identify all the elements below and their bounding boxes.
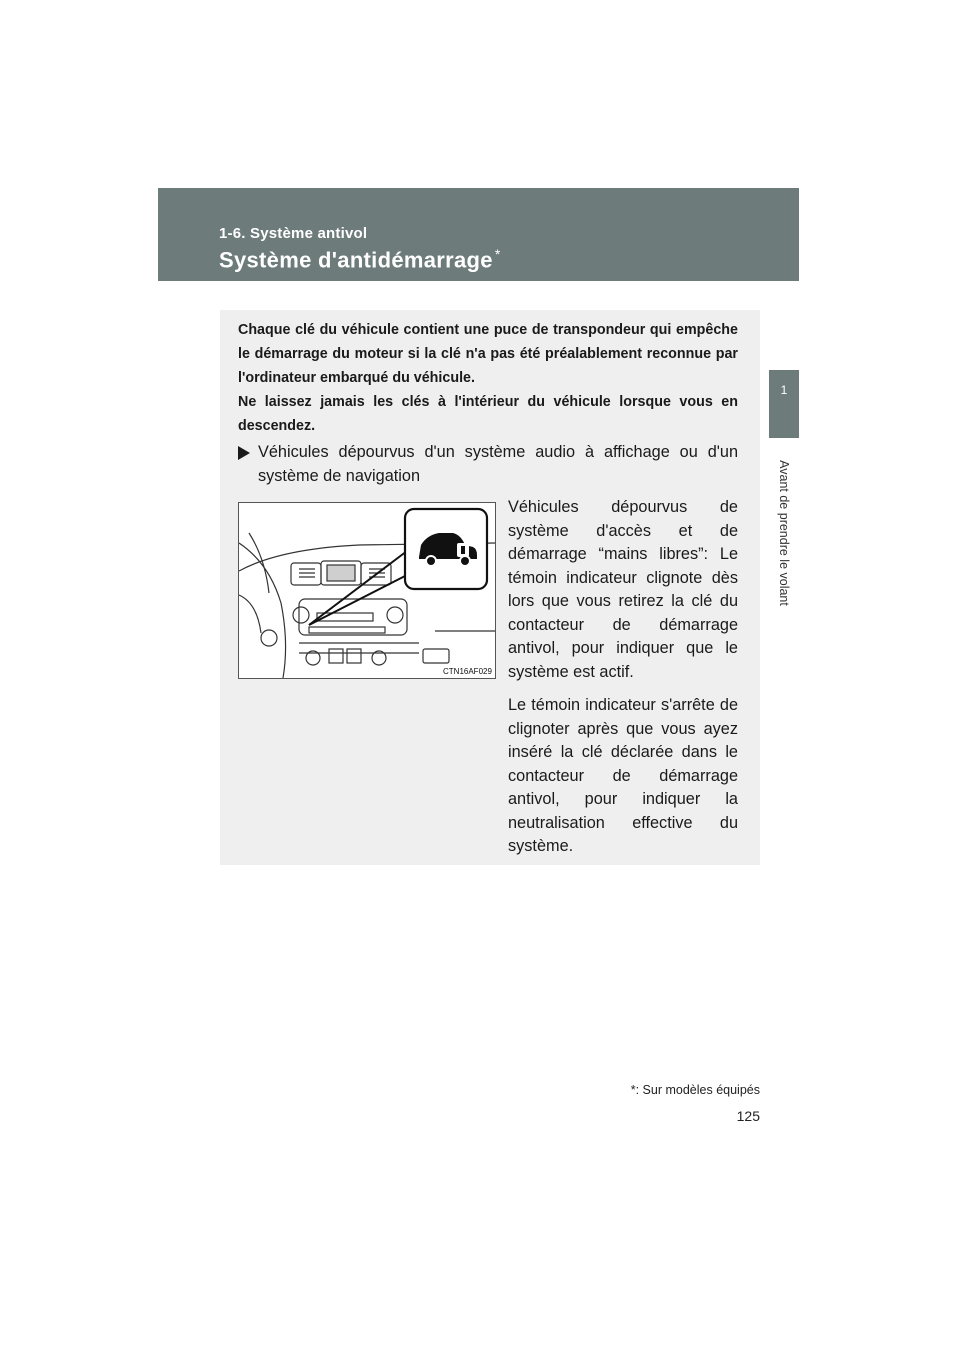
page-number: 125 <box>736 1108 760 1124</box>
chapter-side-label <box>769 438 799 628</box>
description <box>508 496 738 869</box>
chapter-title: Avant de prendre le volant <box>777 460 792 606</box>
footnote-text: : Sur modèles équipés <box>635 1083 760 1097</box>
intro-paragraph-1: Chaque clé du véhicule contient une puce de transpondeur qui empêche le démarrage du moteur si la clé n'a pas été préalablement reconnue par l'ordinateur embarqué du véhicule. <box>238 322 738 386</box>
equipped-mark: * <box>494 246 501 262</box>
bullet-arrow-icon <box>238 446 250 460</box>
bullet-text: Véhicules dépourvus d'un système audio à affichage ou d'un système de navigation <box>258 443 738 485</box>
bullet-item <box>238 440 738 488</box>
page-title <box>219 246 501 273</box>
intro-paragraph-2: Ne laissez jamais les clés à l'intérieur du véhicule lorsque vous en descendez. <box>238 394 738 434</box>
page-title-text: Système d'antidémarrage <box>219 247 493 273</box>
footnote-mark: * <box>630 1083 636 1097</box>
section-label: 1-6. Système antivol <box>219 225 368 242</box>
description-paragraph-2: Le témoin indicateur s'arrête de clignoter après que vous ayez inséré la clé déclarée dans le contacteur de démarrage antivol, pour indiquer la neutralisation effective du système. <box>508 696 738 855</box>
dashboard-drawing <box>239 503 495 678</box>
dashboard-illustration <box>238 502 496 679</box>
illustration-code: CTN16AF029 <box>443 667 492 676</box>
chapter-tab: 1 <box>769 370 799 438</box>
footnote <box>560 1083 760 1097</box>
intro <box>238 318 738 438</box>
description-paragraph-1: Véhicules dépourvus de système d'accès et de démarrage “mains libres”: Le témoin indicateur clignote dès lors que vous retirez la clé du contacteur de démarrage antivol, pour indiquer que le système est actif. <box>508 498 738 681</box>
page-header <box>158 188 799 281</box>
content-box <box>220 310 760 865</box>
